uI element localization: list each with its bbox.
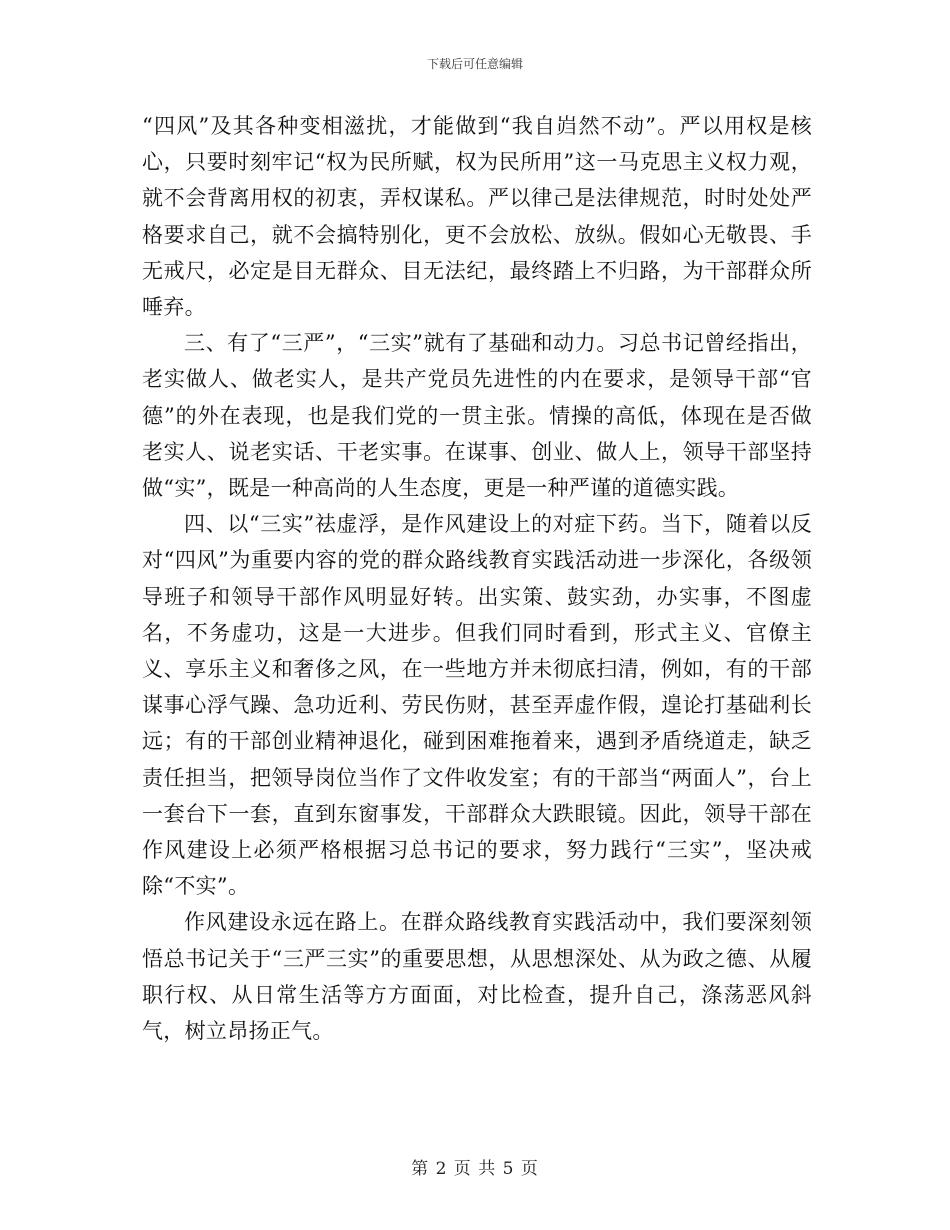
page-number-footer: 第 2 页 共 5 页: [411, 1159, 539, 1179]
paragraph-2: 三、有了“三严”，“三实”就有了基础和动力。习总书记曾经指出，老实做人、做老实人，是共产党员先进性的内在要求，是领导干部“官德”的外在表现，也是我们党的一贯主张。情操的高低，体现在是否做老实人、说老实话、干老实事。在谋事、创业、做人上，领导干部坚持做“实”，既是一种高尚的人生态度，更是一种严谨的道德实践。: [142, 331, 812, 501]
paragraph-3: 四、以“三实”祛虚浮，是作风建设上的对症下药。当下，随着以反对“四风”为重要内容的党的群众路线教育实践活动进一步深化，各级领导班子和领导干部作风明显好转。出实策、鼓实劲，办实事，不图虚名，不务虚功，这是一大进步。但我们同时看到，形式主义、官僚主义、享乐主义和奢侈之风，在一些地方并未彻底扫清，例如，有的干部谋事心浮气躁、急功近利、劳民伤财，甚至弄虚作假，遑论打基础利长远；有的干部创业精神退化，碰到困难拖着来，遇到矛盾绕道走，缺乏责任担当，把领导岗位当作了文件收发室；有的干部当“两面人”，台上一套台下一套，直到东窗事发，干部群众大跌眼镜。因此，领导干部在作风建设上必须严格根据习总书记的要求，努力践行“三实”，坚决戒除“不实”。: [142, 512, 812, 899]
page-header: 下载后可任意编辑: [426, 57, 523, 71]
paragraph-1: “四风”及其各种变相滋扰，才能做到“我自岿然不动”。严以用权是核心，只要时刻牢记“权为民所赋，权为民所用”这一马克思主义权力观，就不会背离用权的初衷，弄权谋私。严以律己是法律规范，时时处处严格要求自己，就不会搞特别化，更不会放松、放纵。假如心无敬畏、手无戒尺，必定是目无群众、目无法纪，最终踏上不归路，为干部群众所唾弃。: [142, 114, 812, 320]
document-body: [142, 108, 812, 1049]
paragraph-4: 作风建设永远在路上。在群众路线教育实践活动中，我们要深刻领悟总书记关于“三严三实”的重要思想，从思想深处、从为政之德、从履职行权、从日常生活等方方面面，对比检查，提升自己，涤荡恶风斜气，树立昂扬正气。: [142, 910, 812, 1044]
